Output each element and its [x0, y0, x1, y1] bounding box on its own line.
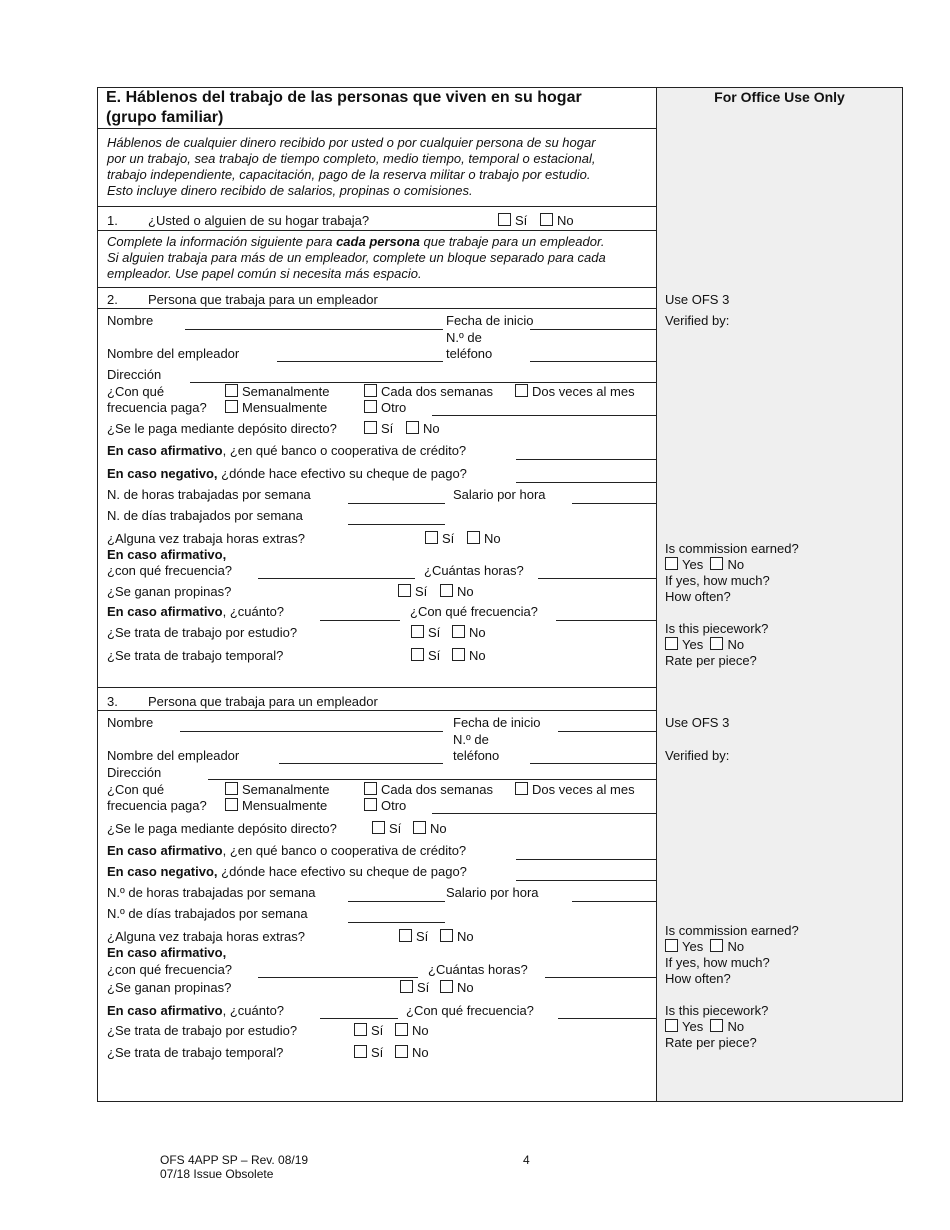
empleador-field[interactable] [279, 763, 443, 764]
direccion-field[interactable] [190, 382, 656, 383]
temporal-si[interactable]: Sí [354, 1045, 383, 1060]
extras-no[interactable]: No [467, 531, 501, 546]
block2-header: Persona que trabaja para un empleador [148, 292, 378, 307]
extras-si[interactable]: Sí [425, 531, 454, 546]
checkbox[interactable] [406, 421, 419, 434]
checkbox[interactable] [364, 798, 377, 811]
extras-freq-label: ¿con qué frecuencia? [107, 563, 233, 578]
checkbox[interactable] [665, 1019, 678, 1032]
office-rate: Rate per piece? [665, 653, 757, 668]
intro-line: Esto incluye dinero recibido de salarios, propinas o comisiones. [107, 183, 473, 198]
otro-field[interactable] [432, 813, 656, 814]
cheque-field[interactable] [516, 482, 656, 483]
section-title-line1: E. Háblenos del trabajo de las personas que viven en su hogar [106, 89, 582, 106]
checkbox[interactable] [411, 625, 424, 638]
deposito-label: ¿Se le paga mediante depósito directo? [107, 421, 337, 436]
dias-field[interactable] [348, 524, 445, 525]
checkbox[interactable] [710, 557, 723, 570]
checkbox[interactable] [665, 939, 678, 952]
propinas-no[interactable]: No [440, 584, 474, 599]
office-how-often: How often? [665, 589, 731, 604]
otro-field[interactable] [432, 415, 656, 416]
office-commission: Is commission earned? [665, 541, 799, 556]
semanal-option[interactable]: Semanalmente [225, 384, 329, 399]
checkbox[interactable] [411, 648, 424, 661]
cheque-label: En caso negativo, ¿dónde hace efectivo su cheque de pago? [107, 466, 467, 481]
estudio-label: ¿Se trata de trabajo por estudio? [107, 625, 298, 640]
checkbox[interactable] [354, 1045, 367, 1058]
direccion-label: Dirección [107, 367, 162, 382]
office-use-ofs: Use OFS 3 [665, 715, 730, 730]
office-verified: Verified by: [665, 313, 730, 328]
telefono-field[interactable] [530, 763, 656, 764]
empleador-label: Nombre del empleador [107, 748, 240, 763]
telefono-label-2: teléfono [453, 748, 500, 763]
office-use-ofs: Use OFS 3 [665, 292, 730, 307]
office-commission: Is commission earned? [665, 923, 799, 938]
footer-form-id: OFS 4APP SP – Rev. 08/19 [160, 1153, 309, 1167]
office-how-often: How often? [665, 971, 731, 986]
salario-label: Salario por hora [453, 487, 546, 502]
office-verified: Verified by: [665, 748, 730, 763]
checkbox[interactable] [498, 213, 511, 226]
horas-field[interactable] [348, 901, 445, 902]
office-piecework: Is this piecework? [665, 1003, 769, 1018]
semanal-option[interactable]: Semanalmente [225, 782, 329, 797]
checkbox[interactable] [452, 625, 465, 638]
frame-bottom [97, 1101, 903, 1102]
dias-label: N.º de días trabajados por semana [107, 906, 308, 921]
checkbox[interactable] [354, 1023, 367, 1036]
checkbox[interactable] [364, 400, 377, 413]
divider [97, 687, 657, 688]
horas-label: N.º de horas trabajadas por semana [107, 885, 316, 900]
banco-label: En caso afirmativo, ¿en qué banco o cooperativa de crédito? [107, 443, 467, 458]
extras-no[interactable]: No [440, 929, 474, 944]
propinas-freq-field[interactable] [558, 1018, 656, 1019]
instructions-line2: Si alguien trabaja para más de un empleador, complete un bloque separado para cada [107, 250, 606, 265]
checkbox[interactable] [665, 637, 678, 650]
instructions-line1: Complete la información siguiente para cada persona que trabaje para un empleador. [107, 234, 605, 249]
checkbox[interactable] [665, 557, 678, 570]
frecuencia-label-2: frecuencia paga? [107, 798, 207, 813]
checkbox[interactable] [540, 213, 553, 226]
checkbox[interactable] [225, 400, 238, 413]
otro-option[interactable]: Otro [364, 798, 406, 813]
checkbox[interactable] [398, 584, 411, 597]
deposito-si[interactable]: Sí [364, 421, 393, 436]
divider [97, 710, 657, 711]
instructions-line3: empleador. Use papel común si necesita más espacio. [107, 266, 422, 281]
divider [97, 287, 657, 288]
mensual-option[interactable]: Mensualmente [225, 400, 327, 415]
office-piecework-options[interactable]: Yes No [665, 637, 744, 652]
office-rate: Rate per piece? [665, 1035, 757, 1050]
office-commission-options[interactable]: Yes No [665, 939, 744, 954]
horas-field[interactable] [348, 503, 445, 504]
footer-page-number: 4 [523, 1153, 530, 1167]
salario-label: Salario por hora [446, 885, 539, 900]
propinas-label: ¿Se ganan propinas? [107, 980, 232, 995]
checkbox[interactable] [467, 531, 480, 544]
banco-field[interactable] [516, 859, 656, 860]
dos-veces-option[interactable]: Dos veces al mes [515, 782, 635, 797]
checkbox[interactable] [440, 929, 453, 942]
checkbox[interactable] [372, 821, 385, 834]
telefono-field[interactable] [530, 361, 656, 362]
intro-line: Háblenos de cualquier dinero recibido por usted o por cualquier persona de su hogar [107, 135, 596, 150]
fecha-label: Fecha de inicio [446, 313, 534, 328]
salario-field[interactable] [572, 503, 656, 504]
temporal-label: ¿Se trata de trabajo temporal? [107, 1045, 284, 1060]
propinas-freq-label: ¿Con qué frecuencia? [410, 604, 538, 619]
cuanto-field[interactable] [320, 620, 400, 621]
q1-label: ¿Usted o alguien de su hogar trabaja? [148, 213, 370, 228]
section-title-line2: (grupo familiar) [106, 109, 224, 126]
dos-veces-option[interactable]: Dos veces al mes [515, 384, 635, 399]
direccion-label: Dirección [107, 765, 162, 780]
telefono-label-2: teléfono [446, 346, 493, 361]
office-header: For Office Use Only [714, 89, 845, 105]
checkbox[interactable] [710, 1019, 723, 1032]
cuantas-label: ¿Cuántas horas? [428, 962, 528, 977]
divider [97, 230, 657, 231]
fecha-field[interactable] [558, 731, 656, 732]
checkbox[interactable] [225, 782, 238, 795]
checkbox[interactable] [710, 637, 723, 650]
block3-number: 3. [107, 694, 118, 709]
cuanto-field[interactable] [320, 1018, 398, 1019]
cuantas-label: ¿Cuántas horas? [424, 563, 524, 578]
checkbox[interactable] [440, 584, 453, 597]
checkbox[interactable] [710, 939, 723, 952]
deposito-si[interactable]: Sí [372, 821, 401, 836]
empleador-field[interactable] [277, 361, 443, 362]
propinas-label: ¿Se ganan propinas? [107, 584, 232, 599]
dias-label: N. de días trabajados por semana [107, 508, 303, 523]
telefono-label-1: N.º de [453, 732, 489, 747]
salario-field[interactable] [572, 901, 656, 902]
block3-header: Persona que trabaja para un empleador [148, 694, 378, 709]
estudio-si[interactable]: Sí [354, 1023, 383, 1038]
checkbox[interactable] [399, 929, 412, 942]
estudio-no[interactable]: No [452, 625, 486, 640]
extras-freq-label: ¿con qué frecuencia? [107, 962, 233, 977]
q1-si-option[interactable]: Sí [498, 213, 527, 228]
estudio-no[interactable]: No [395, 1023, 429, 1038]
direccion-field[interactable] [208, 779, 656, 780]
checkbox[interactable] [400, 980, 413, 993]
temporal-no[interactable]: No [395, 1045, 429, 1060]
q1-number: 1. [107, 213, 118, 228]
office-commission-options[interactable]: Yes No [665, 557, 744, 572]
cuanto-label: En caso afirmativo, ¿cuánto? [107, 604, 285, 619]
cada-dos-option[interactable]: Cada dos semanas [364, 782, 493, 797]
checkbox[interactable] [440, 980, 453, 993]
office-how-much: If yes, how much? [665, 573, 770, 588]
nombre-field[interactable] [185, 329, 443, 330]
propinas-si[interactable]: Sí [400, 980, 429, 995]
footer-obsolete: 07/18 Issue Obsolete [160, 1167, 274, 1181]
office-piecework-options[interactable]: Yes No [665, 1019, 744, 1034]
frame-divider [656, 87, 657, 1102]
checkbox[interactable] [225, 798, 238, 811]
deposito-no[interactable]: No [406, 421, 440, 436]
fecha-field[interactable] [530, 329, 656, 330]
checkbox[interactable] [452, 648, 465, 661]
propinas-freq-field[interactable] [556, 620, 656, 621]
checkbox[interactable] [515, 384, 528, 397]
propinas-freq-label: ¿Con qué frecuencia? [406, 1003, 534, 1018]
frame-left [97, 87, 98, 1102]
q1-no-option[interactable]: No [540, 213, 574, 228]
extras-freq-field[interactable] [258, 977, 418, 978]
divider [97, 308, 657, 309]
divider [97, 206, 657, 207]
checkbox[interactable] [413, 821, 426, 834]
cuantas-field[interactable] [545, 977, 656, 978]
checkbox[interactable] [364, 782, 377, 795]
cheque-label: En caso negativo, ¿dónde hace efectivo su cheque de pago? [107, 864, 467, 879]
extras-label: ¿Alguna vez trabaja horas extras? [107, 929, 305, 944]
temporal-label: ¿Se trata de trabajo temporal? [107, 648, 284, 663]
fecha-label: Fecha de inicio [453, 715, 541, 730]
propinas-no[interactable]: No [440, 980, 474, 995]
cheque-field[interactable] [516, 880, 656, 881]
nombre-label: Nombre [107, 313, 154, 328]
extras-afirm-label: En caso afirmativo, [107, 547, 227, 562]
checkbox[interactable] [395, 1045, 408, 1058]
telefono-label-1: N.º de [446, 330, 482, 345]
nombre-field[interactable] [180, 731, 443, 732]
intro-line: por un trabajo, sea trabajo de tiempo completo, medio tiempo, temporal o estacional, [107, 151, 596, 166]
cuanto-label: En caso afirmativo, ¿cuánto? [107, 1003, 285, 1018]
checkbox[interactable] [364, 384, 377, 397]
checkbox[interactable] [515, 782, 528, 795]
extras-si[interactable]: Sí [399, 929, 428, 944]
propinas-si[interactable]: Sí [398, 584, 427, 599]
horas-label: N. de horas trabajadas por semana [107, 487, 311, 502]
extras-label: ¿Alguna vez trabaja horas extras? [107, 531, 305, 546]
mensual-option[interactable]: Mensualmente [225, 798, 327, 813]
otro-option[interactable]: Otro [364, 400, 406, 415]
nombre-label: Nombre [107, 715, 154, 730]
frame-top [97, 87, 903, 88]
banco-field[interactable] [516, 459, 656, 460]
temporal-si[interactable]: Sí [411, 648, 440, 663]
empleador-label: Nombre del empleador [107, 346, 240, 361]
intro-line: trabajo independiente, capacitación, pago de la reserva militar o trabajo por estudio. [107, 167, 591, 182]
block2-number: 2. [107, 292, 118, 307]
deposito-no[interactable]: No [413, 821, 447, 836]
estudio-si[interactable]: Sí [411, 625, 440, 640]
divider [97, 128, 657, 129]
frame-right [902, 87, 903, 1102]
frecuencia-label-1: ¿Con qué [107, 384, 165, 399]
office-piecework: Is this piecework? [665, 621, 769, 636]
frecuencia-label-2: frecuencia paga? [107, 400, 207, 415]
checkbox[interactable] [225, 384, 238, 397]
checkbox[interactable] [364, 421, 377, 434]
extras-freq-field[interactable] [258, 578, 415, 579]
banco-label: En caso afirmativo, ¿en qué banco o cooperativa de crédito? [107, 843, 467, 858]
estudio-label: ¿Se trata de trabajo por estudio? [107, 1023, 298, 1038]
cada-dos-option[interactable]: Cada dos semanas [364, 384, 493, 399]
frecuencia-label-1: ¿Con qué [107, 782, 165, 797]
temporal-no[interactable]: No [452, 648, 486, 663]
checkbox[interactable] [425, 531, 438, 544]
dias-field[interactable] [348, 922, 445, 923]
extras-afirm-label: En caso afirmativo, [107, 945, 227, 960]
office-how-much: If yes, how much? [665, 955, 770, 970]
cuantas-field[interactable] [538, 578, 656, 579]
deposito-label: ¿Se le paga mediante depósito directo? [107, 821, 337, 836]
checkbox[interactable] [395, 1023, 408, 1036]
